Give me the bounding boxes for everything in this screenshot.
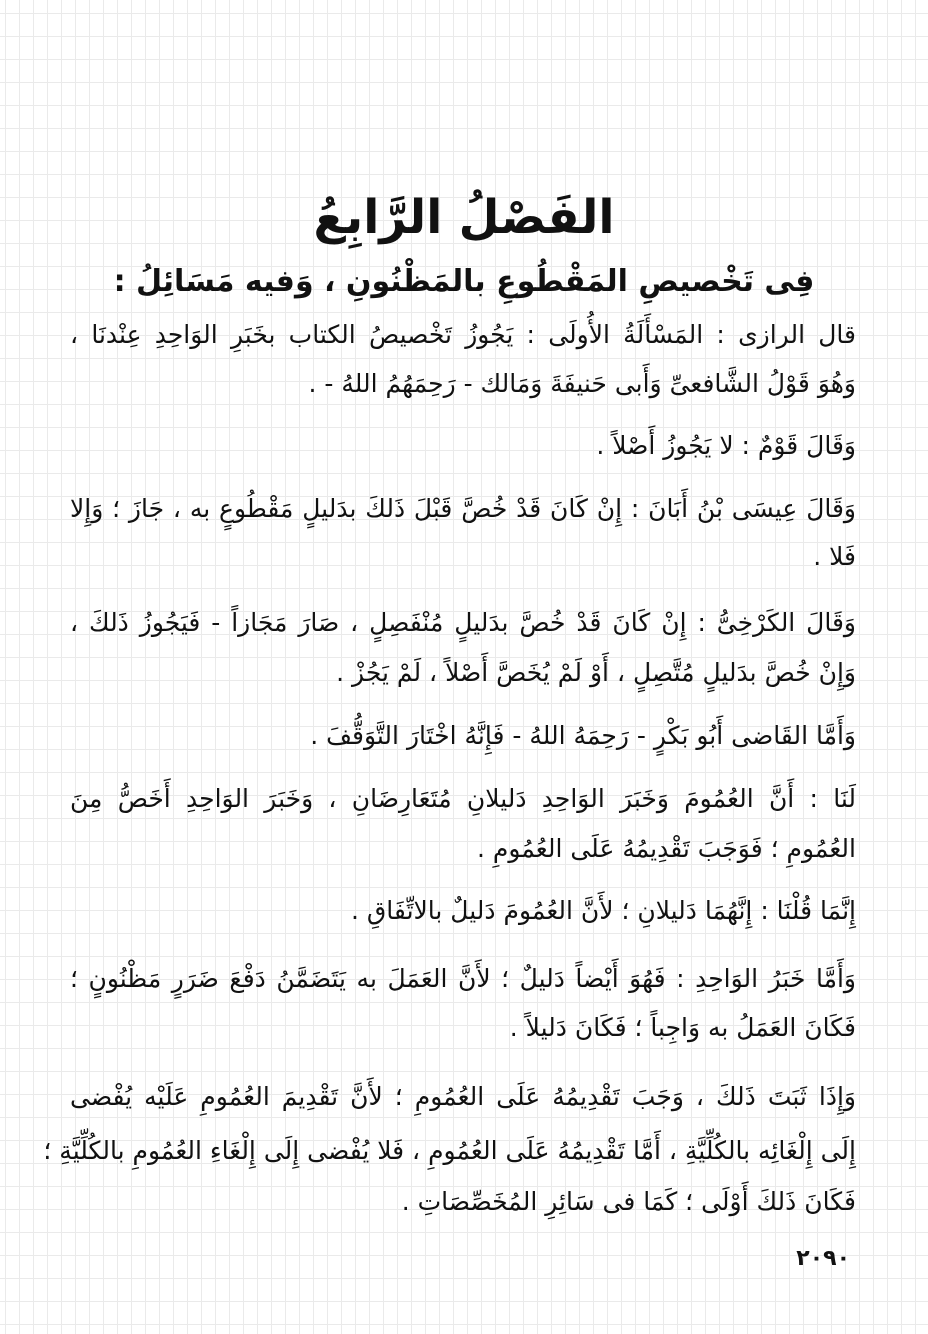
text-line: وَإِذَا ثَبَتَ ذَلكَ ، وَجَبَ تَقْدِيمُهُ عَلَى العُمُومِ ؛ لأَنَّ تَقْدِيمَ العُمُومِ عَلَيْه يُفْضى [70, 1082, 856, 1111]
text-line: لَنَا : أَنَّ العُمُومَ وَخَبَرَ الوَاحِدِ دَليلانِ مُتَعَارِضَانِ ، وَخَبَرَ الوَاحِدِ أَخَصُّ مِنَ [70, 784, 856, 813]
text-line: فَكَانَ العَمَلُ به وَاجِباً ؛ فَكَانَ دَليلاً . [509, 1013, 856, 1042]
text-line: إِلَى إِلْغَائِه بالكُلِّيَّةِ ، أَمَّا تَقْدِيمُهُ عَلَى العُمُومِ ، فَلا يُفْضى إِلَى إِلْغَاءِ العُمُومِ بالكُلِّيَّةِ ؛ [43, 1136, 856, 1165]
text-line: قال الرازى : المَسْأَلَةُ الأُولَى : يَجُوزُ تَخْصيصُ الكتاب بخَبَرِ الوَاحِدِ عِنْدنَا ، [70, 320, 856, 349]
text-line: فَكَانَ ذَلكَ أَوْلَى ؛ كَمَا فى سَائِرِ المُخَصِّصَاتِ . [401, 1187, 856, 1216]
text-line: وَأَمَّا خَبَرُ الوَاحِدِ : فَهُوَ أَيْضاً دَليلٌ ؛ لأَنَّ العَمَلَ به يَتَضَمَّنُ دَفْعَ ضَرَرٍ مَظْنُونٍ ؛ [70, 964, 856, 993]
text-line: وَقَالَ الكَرْخِىُّ : إِنْ كَانَ قَدْ خُصَّ بدَليلٍ مُنْفَصِلٍ ، صَارَ مَجَازاً - فَيَجُوزُ ذَلكَ ، [70, 608, 856, 637]
chapter-subtitle: فِى تَخْصيصِ المَقْطُوعِ بالمَظْنُونِ ، وَفيه مَسَائِلُ : [113, 263, 815, 299]
page-number: ٢٠٩٠ [796, 1246, 850, 1271]
text-line: وَإِنْ خُصَّ بدَليلٍ مُتَّصِلٍ ، أَوْ لَمْ يُخَصَّ أَصْلاً ، لَمْ يَجُزْ . [336, 658, 856, 687]
text-line: إِنَّمَا قُلْنَا : إِنَّهُمَا دَليلانِ ؛ لأَنَّ العُمُومَ دَليلٌ بالاتِّفَاقِ . [351, 896, 856, 925]
text-line: وَأَمَّا القَاضى أَبُو بَكْرٍ - رَحِمَهُ اللهُ - فَإِنَّهُ اخْتَارَ التَّوَقُّفَ . [310, 721, 856, 750]
chapter-title: الفَصْلُ الرَّابِعُ [313, 190, 615, 246]
text-line: وَقَالَ قَوْمٌ : لا يَجُوزُ أَصْلاً . [596, 431, 856, 460]
text-line: وَقَالَ عِيسَى بْنُ أَبَانَ : إِنْ كَانَ قَدْ خُصَّ قَبْلَ ذَلكَ بدَليلٍ مَقْطُوعٍ به ، جَازَ ؛ وَإِلا [70, 494, 856, 523]
text-line: فَلا . [813, 542, 856, 571]
text-line: وَهُوَ قَوْلُ الشَّافعىِّ وَأَبى حَنيفَةَ وَمَالك - رَحِمَهُمُ اللهُ - . [308, 369, 856, 398]
text-line: العُمُومِ ؛ فَوَجَبَ تَقْدِيمُهُ عَلَى العُمُومِ . [477, 834, 856, 863]
